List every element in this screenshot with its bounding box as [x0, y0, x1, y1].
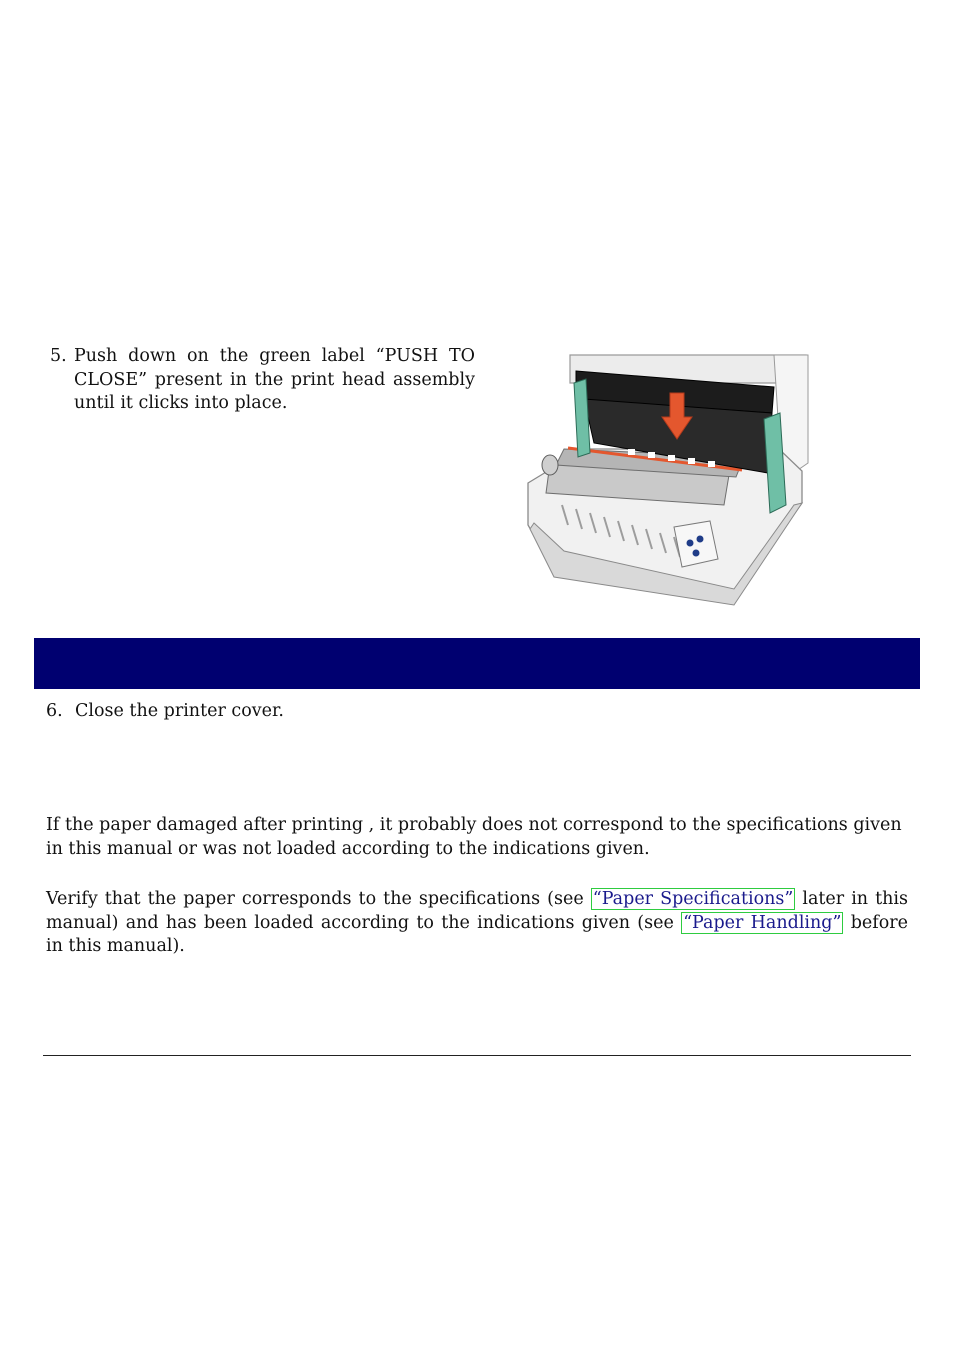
- paragraph-verify-text-3: before in this manual).: [46, 912, 909, 956]
- step-5-text: Push down on the green label “PUSH TO CLOSE” present in the print head assembly until it clicks into place.: [74, 346, 475, 413]
- step-6: [46, 700, 284, 724]
- paragraph-verify-text-1: Verify that the paper corresponds to the specifications (see: [46, 889, 591, 909]
- link-paper-specifications[interactable]: “Paper Specifications”: [592, 889, 794, 909]
- step-6-text: Close the printer cover.: [75, 701, 284, 721]
- paragraph-paper-damaged: If the paper damaged after printing , it probably does not correspond to the specifications given in this manual or was not loaded according to the indications given.: [46, 815, 902, 859]
- footer-rule: [43, 1055, 911, 1056]
- paragraph-verify-paper: [46, 888, 908, 959]
- step-5: [50, 345, 475, 416]
- section-banner: [34, 638, 920, 689]
- step-5-number: 5.: [50, 346, 67, 366]
- link-paper-handling[interactable]: “Paper Handling”: [683, 912, 842, 933]
- paragraph-verify-text-2: later in this manual) and has been loaded according to the indications given (see: [46, 889, 908, 933]
- step-6-number: 6.: [46, 701, 63, 721]
- printer-illustration: [524, 353, 812, 615]
